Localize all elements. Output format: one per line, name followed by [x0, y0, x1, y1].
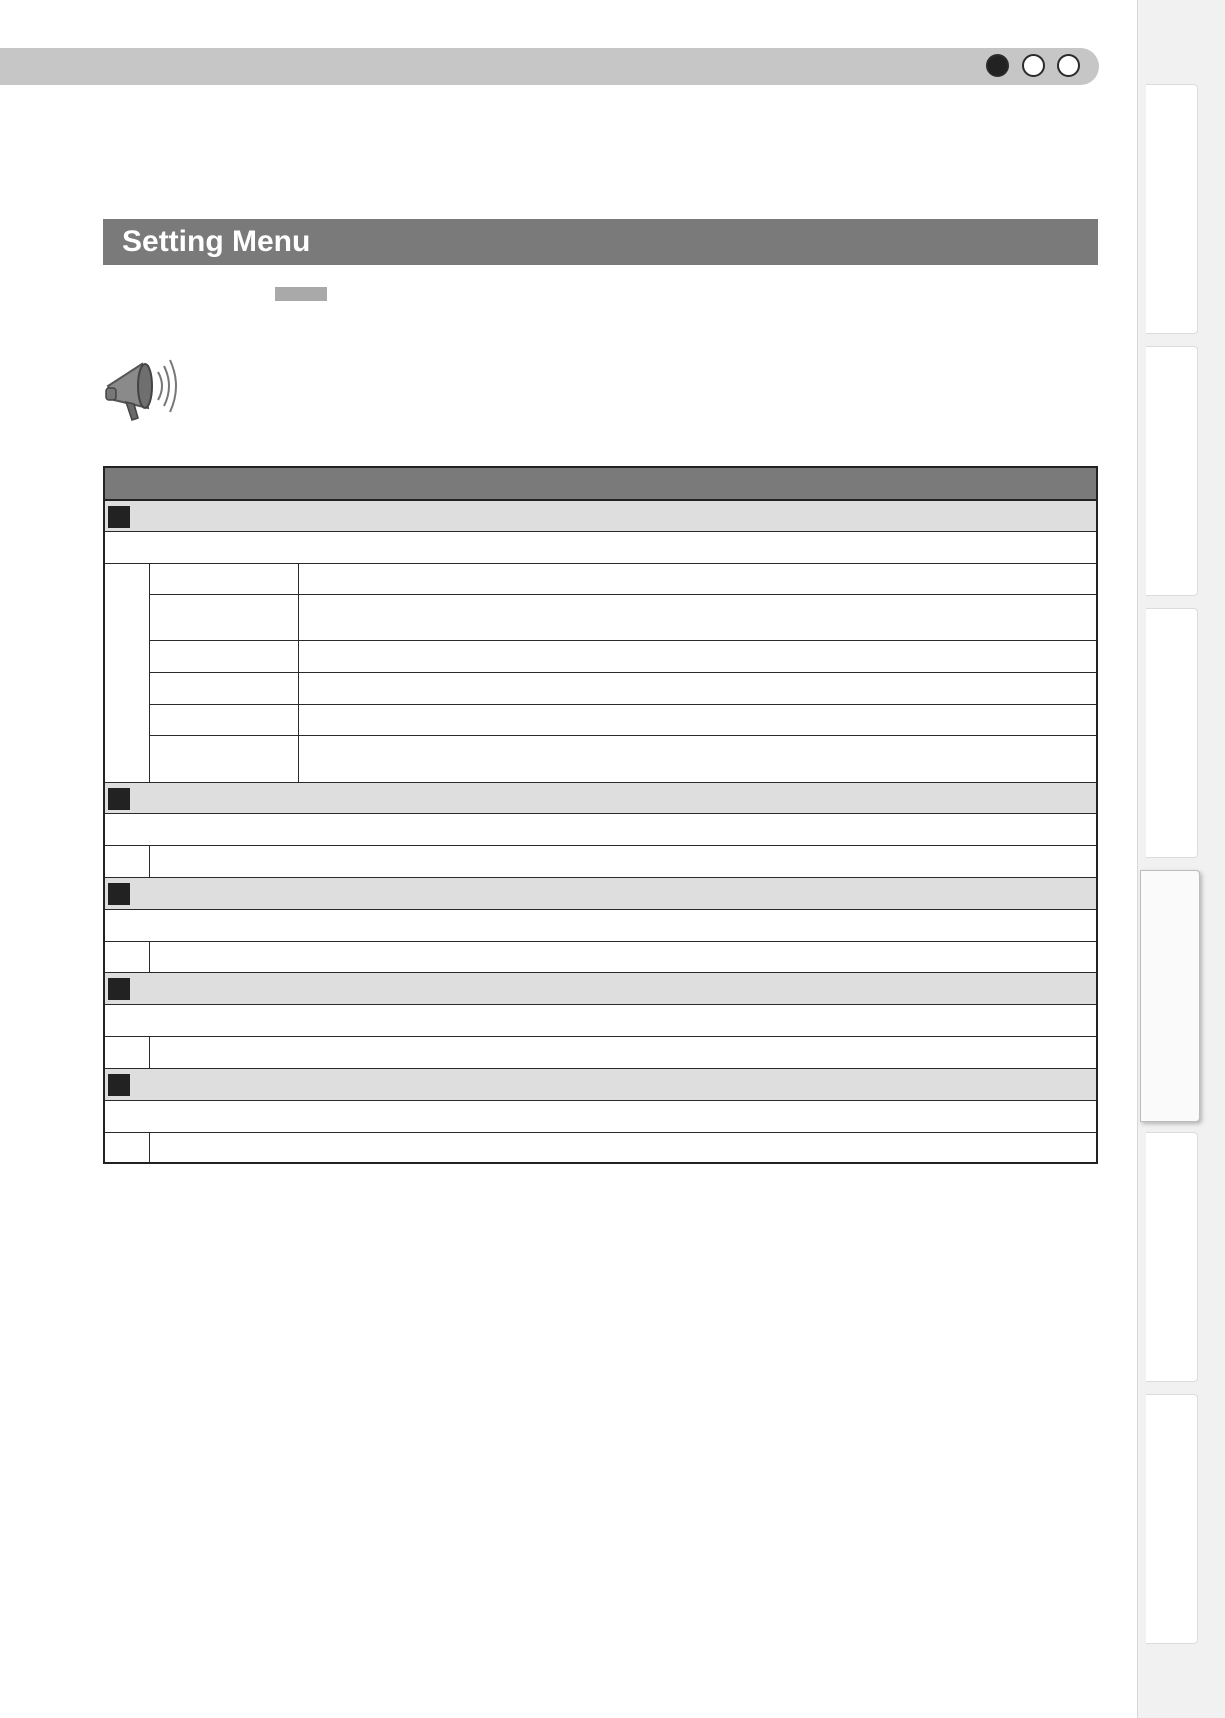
category-marker-icon — [108, 978, 130, 1000]
column-divider — [149, 846, 150, 878]
description-row-4 — [105, 1005, 1096, 1037]
megaphone-icon — [104, 350, 186, 424]
side-tab-1[interactable] — [1146, 84, 1198, 334]
side-tab-5[interactable] — [1146, 1132, 1198, 1382]
category-row-4 — [105, 973, 1096, 1005]
column-divider — [149, 564, 150, 783]
description-row-3 — [105, 910, 1096, 942]
side-tab-3[interactable] — [1146, 608, 1198, 858]
table-row — [149, 564, 1096, 595]
category-marker-icon — [108, 506, 130, 528]
table-row — [105, 1133, 1096, 1162]
table-row — [149, 595, 1096, 641]
category-row-3 — [105, 878, 1096, 910]
table-row — [105, 1037, 1096, 1069]
table-row — [149, 705, 1096, 736]
header-bar — [0, 48, 1099, 85]
table-row — [105, 736, 1096, 783]
description-row-1 — [105, 532, 1096, 564]
reference-chip — [275, 287, 327, 301]
column-divider — [149, 942, 150, 973]
category-marker-icon — [108, 883, 130, 905]
category-row-2 — [105, 783, 1096, 814]
description-row-2 — [105, 814, 1096, 846]
category-marker-icon — [108, 788, 130, 810]
category-marker-icon — [108, 1074, 130, 1096]
section-title: Setting Menu — [103, 219, 1098, 265]
settings-table — [103, 466, 1098, 1164]
side-tab-2[interactable] — [1146, 346, 1198, 596]
progress-dot-1 — [986, 54, 1009, 77]
column-divider — [149, 1037, 150, 1069]
progress-dot-2 — [1022, 54, 1045, 77]
table-row — [149, 641, 1096, 673]
table-row — [105, 846, 1096, 878]
column-divider — [149, 1133, 150, 1162]
category-row-5 — [105, 1069, 1096, 1101]
category-row-1 — [105, 501, 1096, 532]
column-divider — [298, 564, 299, 783]
description-row-5 — [105, 1101, 1096, 1133]
progress-dot-3 — [1057, 54, 1080, 77]
side-tab-4-active[interactable] — [1140, 870, 1200, 1122]
side-tab-6[interactable] — [1146, 1394, 1198, 1644]
table-header-row — [105, 468, 1096, 501]
table-row — [105, 942, 1096, 973]
table-row — [149, 673, 1096, 705]
